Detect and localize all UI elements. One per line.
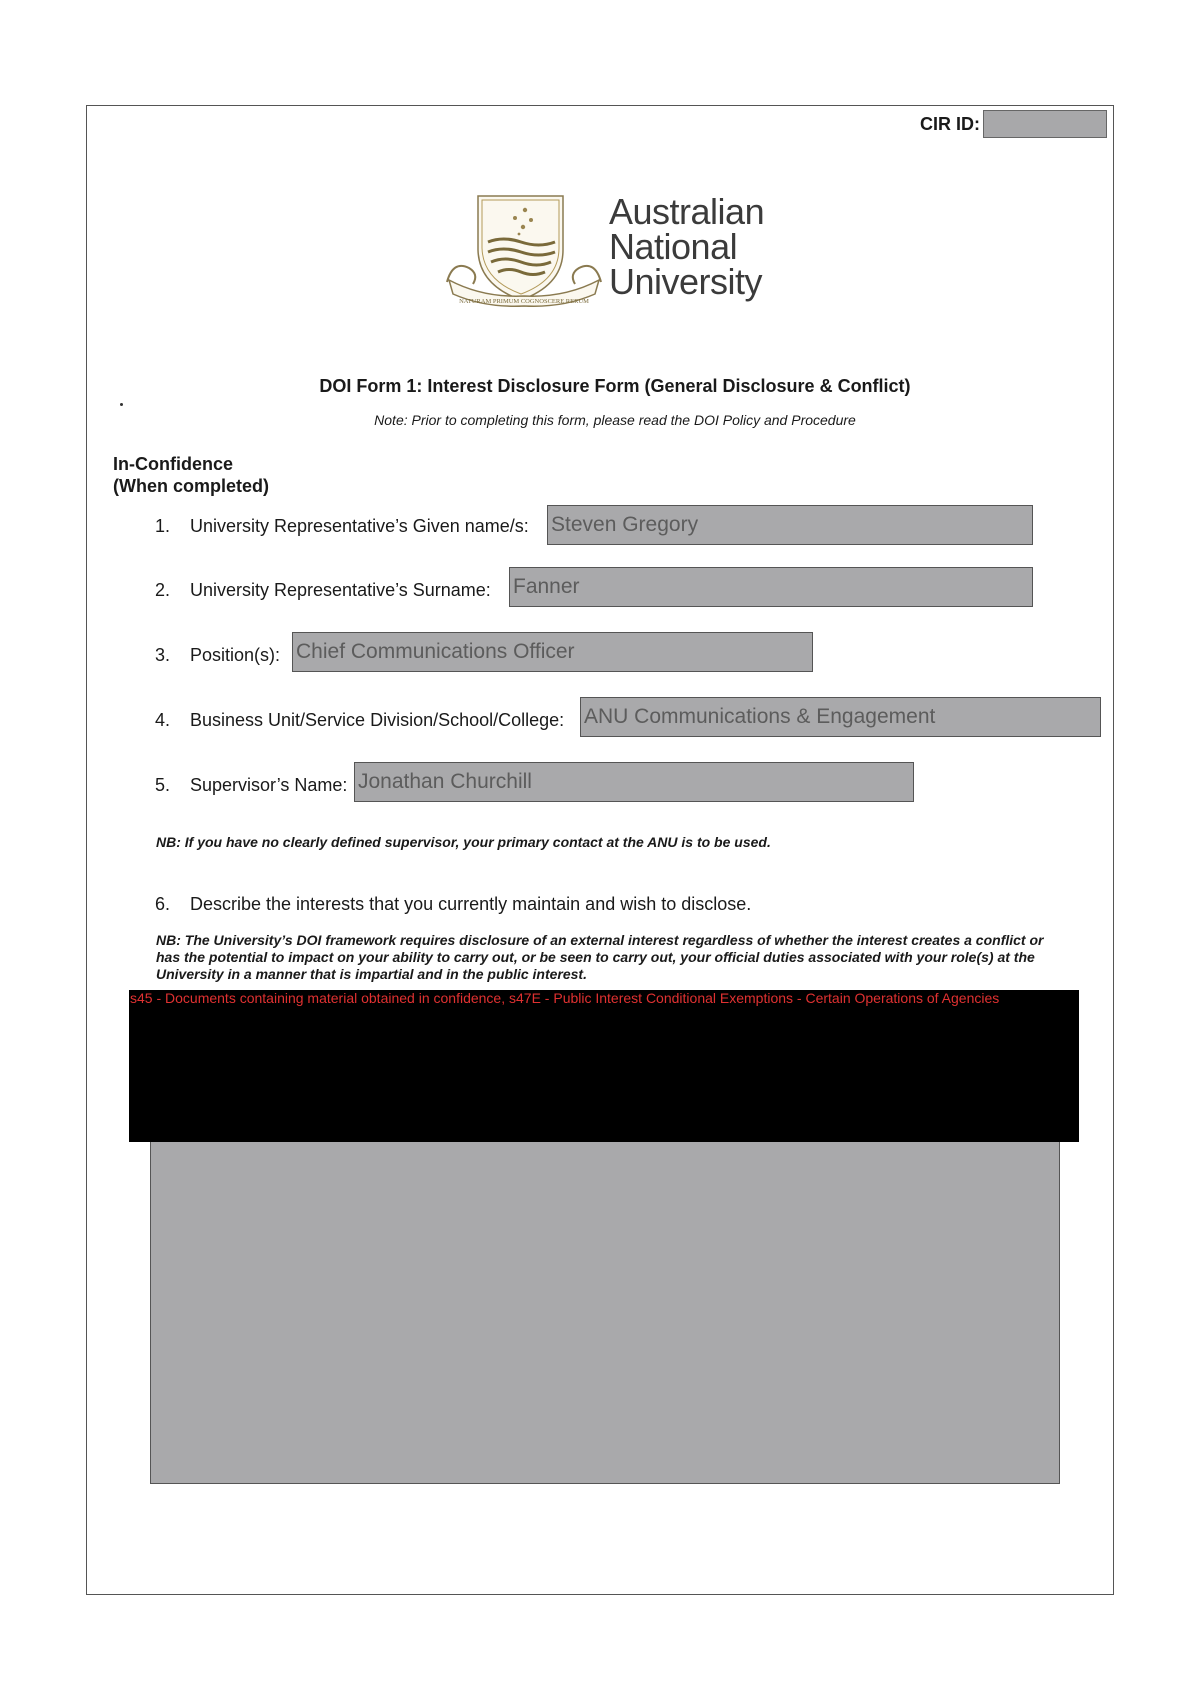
question-number: 3.	[155, 645, 171, 665]
question-label: Supervisor’s Name:	[190, 775, 348, 795]
question-position	[155, 645, 280, 666]
question-label: Business Unit/Service Division/School/College:	[190, 710, 565, 730]
framework-nb: NB: The University’s DOI framework requires disclosure of an external interest regardless of whether the interest creates a conflict or has the potential to impact on your ability to carry out, or be seen to carry out, your official duties associated with your role(s) at the University in a manner that is impartial and in the public interest.	[156, 932, 1044, 982]
anu-logo	[443, 190, 764, 308]
redaction-label: s45 - Documents containing material obtained in confidence, s47E - Public Interest Conditional Exemptions - Certain Operations of Agencies	[130, 990, 1000, 1006]
interests-field[interactable]	[150, 1142, 1060, 1484]
form-note: Note: Prior to completing this form, please read the DOI Policy and Procedure	[374, 412, 856, 428]
logo-line-1: Australian	[609, 191, 765, 232]
stray-mark	[120, 403, 123, 406]
question-number: 5.	[155, 775, 171, 795]
confidentiality-label	[113, 453, 269, 497]
supervisor-nb: NB: If you have no clearly defined supervisor, your primary contact at the ANU is to be used.	[156, 834, 771, 850]
question-number: 6.	[155, 894, 171, 914]
question-number: 4.	[155, 710, 171, 730]
question-interests	[155, 894, 751, 915]
business-unit-field[interactable]: ANU Communications & Engagement	[580, 697, 1101, 737]
position-field[interactable]: Chief Communications Officer	[292, 632, 813, 672]
surname-field[interactable]: Fanner	[509, 567, 1033, 607]
supervisor-field[interactable]: Jonathan Churchill	[354, 762, 914, 802]
question-label: Describe the interests that you currently maintain and wish to disclose.	[190, 894, 752, 914]
form-title: DOI Form 1: Interest Disclosure Form (General Disclosure & Conflict)	[319, 376, 911, 396]
given-name-field[interactable]: Steven Gregory	[547, 505, 1033, 545]
question-given-name	[155, 516, 529, 537]
logo-line-2: National	[609, 226, 738, 267]
question-label: Position(s):	[190, 645, 281, 665]
logo-line-3: University	[609, 261, 763, 302]
question-label: University Representative’s Given name/s:	[190, 516, 529, 536]
question-number: 1.	[155, 516, 171, 536]
svg-text:NATURAM PRIMUM COGNOSCERE RERU: NATURAM PRIMUM COGNOSCERE RERUM	[459, 298, 589, 305]
logo-wordmark	[609, 191, 765, 302]
redaction-block	[129, 990, 1079, 1142]
confidentiality-line-1: In-Confidence	[113, 454, 233, 474]
cir-id-label: CIR ID:	[920, 113, 980, 134]
question-supervisor	[155, 775, 347, 796]
question-label: University Representative’s Surname:	[190, 580, 491, 600]
question-surname	[155, 580, 491, 601]
question-business-unit	[155, 710, 564, 731]
cir-id-field[interactable]	[983, 110, 1107, 138]
cir-id	[920, 110, 1107, 138]
anu-crest-icon	[443, 190, 605, 308]
confidentiality-line-2: (When completed)	[113, 476, 269, 496]
question-number: 2.	[155, 580, 171, 600]
